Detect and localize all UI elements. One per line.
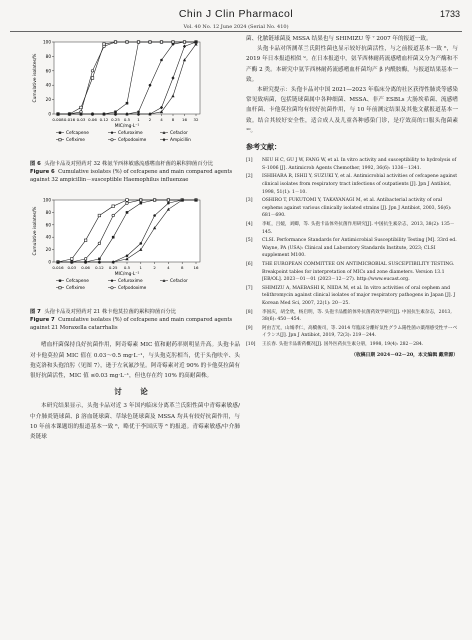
x-tick-label: 0.25 [111,117,120,122]
journal-title: Chin J Clin Pharmacol [178,8,294,20]
point-marker [111,139,113,141]
x-tick-label: 0.06 [88,117,97,122]
point-marker [137,41,140,44]
x-tick-label: 1 [139,265,143,271]
point-marker [140,202,143,205]
legend-label: Cefpodoxime [118,138,147,143]
figure-6 [30,34,240,160]
reference-number: [6] [246,261,253,267]
figure-7-caption-en [30,316,240,332]
point-marker [140,199,143,202]
x-tick-label: 1 [137,117,140,122]
point-marker [126,202,129,205]
y-tick-label: 40 [45,82,51,88]
reference-number: [1] [246,158,253,164]
y-axis-label: Cumulative isolates/% [33,53,38,103]
reference-text: OSHIRO T, FUKUTOMI Y, TAKAYANAGI M, et al. Antibacterial activity of oral cephems against various clinically isolated strains [J]. Jpn J Antibiot, 2003, 56(6): 681－690. [262,198,452,219]
figure-7-label-cn: 图 7 [30,309,41,316]
x-axis-label: MIC/mg·L⁻¹ [114,272,140,278]
reference-number: [3] [246,198,253,204]
header-divider [10,31,462,32]
point-marker [98,214,101,217]
figure-7 [30,192,240,308]
figure-6-text-en: Cumulative isolates (%) of cefcapene and main compared agents against 32 ampicillin－susceptible Haemophilus influenzae [30,169,233,184]
reference-text: 王长春. 头孢卡品新药概况[J]. 国外医药抗生素分册，1998, 19(4): 282－284. [262,341,424,347]
point-marker [111,287,113,289]
issue-line: Vol. 40 No. 12 June 2024 (Serial No. 410) [183,24,289,30]
figure-7-text-cn: 头孢卡品及对照药对 21 株卡他莫拉菌的累积抑菌百分比 [44,309,177,316]
x-tick-label: 0.016 [52,265,64,271]
point-marker [112,236,115,239]
figure-7-label-en: Figure 7 [30,317,55,324]
legend-label: Cefcapene [66,279,89,285]
x-tick-label: 4 [160,117,163,122]
reference-item [246,261,458,284]
y-tick-label: 100 [43,197,51,203]
point-marker [59,139,61,141]
point-marker [160,59,163,62]
reference-text: NEU H C, GU J W, FANG W, et al. In vitro activity and susceptibility to hydrolysis of S-1006 [J]. Antimicrob Agents Chemother, 1992, 36(6): 1336－1341. [262,158,457,171]
references-heading: 参考文献： [246,143,281,152]
point-marker [126,199,129,202]
point-marker [126,211,129,214]
legend-label: Cefixime [66,286,85,292]
x-tick-label: 16 [182,117,187,122]
page-number: 1733 [439,9,460,19]
right-column [246,34,458,361]
reference-item [246,325,458,340]
point-marker [163,138,166,141]
y-tick-label: 60 [45,68,51,74]
point-marker [183,41,186,44]
reference-item [246,197,458,220]
point-marker [98,242,101,245]
x-tick-label: 2 [153,265,156,271]
y-axis-label: Cumulative isolates/% [33,206,38,256]
point-marker [153,214,156,217]
point-marker [84,258,87,261]
x-axis-label: MIC/mg·L⁻¹ [114,124,140,129]
point-marker [126,102,129,105]
reference-number: [10] [246,341,256,347]
reference-text: CLSI. Performance Standards for Antimicrobial Susceptibility Testing [M]. 33rd ed. Wayne, PA (USA): Clinical and Laboratory Standards Institute, 2023; CLSI supplement M100. [262,238,457,259]
reference-item [246,237,458,260]
point-marker [59,132,61,134]
left-column [30,34,240,442]
figure-6-caption-en [30,168,240,184]
received-note: （收稿日期 2024－02－20，本文编辑 戴荣源） [351,352,458,359]
reference-number: [5] [246,238,253,244]
figure-7-caption-cn [30,308,240,316]
x-tick-label: 32 [193,117,199,122]
x-tick-label: 0.03 [67,265,77,271]
point-marker [111,280,113,282]
reference-text: ISHIHARA R, ISHII Y, SUZUKI Y, et al. Antimicrobial activities of cefcapene against clinical isolates from respiratory tract infections of outpatients [J]. Jpn J Antibiot, 1998, 51(1): 1－10. [262,174,458,195]
legend-label: Ampicillin [170,138,191,143]
point-marker [153,199,156,202]
figure-6-label-cn: 图 6 [30,161,41,168]
left-paragraph-1: 嗜血杆菌保持良好抗菌作用，阿奇霉素 MIC 值和耐药率则明显升高。头孢卡品对卡他莫拉菌 MIC 值在 0.03～0.5 mg·L⁻¹，与头孢克肟相当，优于头孢呋辛、头孢克洛和头孢泊肟（见图 7），逊于左氧氟沙星。阿奇霉素对近 90% 的卡他莫拉菌有很好抗菌活性，MIC 值 ≤0.03 mg·L⁻¹，但也存在约 10% 的高耐菌株。 [30,342,240,380]
point-marker [91,70,94,73]
point-marker [167,199,170,202]
figure-6-label-en: Figure 6 [30,169,55,176]
point-marker [126,41,129,44]
figure-6-chart [30,34,240,156]
y-tick-label: 60 [45,222,51,228]
point-marker [98,258,101,261]
x-tick-label: 0.12 [99,117,109,122]
legend-label: Cefuroxime [118,131,143,136]
point-marker [111,132,113,134]
x-tick-label: 4 [167,265,170,271]
y-tick-label: 0 [48,259,51,265]
x-tick-label: 0.008 [52,117,64,122]
point-marker [59,287,61,289]
point-marker [126,255,129,258]
point-marker [160,41,163,44]
y-tick-label: 40 [45,234,51,240]
x-tick-label: 8 [171,117,175,122]
point-marker [112,205,115,208]
point-marker [91,77,94,80]
y-tick-label: 20 [45,97,51,103]
reference-number: [7] [246,285,253,291]
x-tick-label: 0.016 [63,117,76,122]
reference-text: THE EUROPEAN COMMITTEE ON ANTIMICROBIAL SUSCEPTIBILITY TESTING. Breakpoint tables for interpretation of MICs and zone diameters. Version 13.1 [EB/OL]. 2023－01－01 (2023－12－27). http://www.eucast.org. [262,261,455,283]
y-tick-label: 0 [48,111,51,117]
figure-6-text-cn: 头孢卡品及对照药对 32 株氨苄西林敏感流感嗜血杆菌的累积抑菌百分比 [44,161,214,168]
reference-text: 李国庆，胡全欣，杨启明，等. 头孢卡品酯的体外抗菌药效学研究[J]. 中国抗生素杂志，2013, 38(6): 450－454. [262,309,452,323]
x-tick-label: 0.12 [95,265,104,271]
y-tick-label: 80 [45,210,51,216]
legend-label: Cefaclor [170,279,188,285]
point-marker [149,84,152,87]
figure-6-caption-cn [30,160,240,168]
legend-label: Cefaclor [170,131,188,136]
y-tick-label: 20 [45,247,51,253]
x-tick-label: 0.5 [123,117,131,122]
x-tick-label: 8 [180,265,184,271]
point-marker [71,258,74,261]
reference-item [246,173,458,196]
right-paragraph-1: 菌、化脓链球菌及 MSSA 结果也与 SHIMIZU 等 ⁷ 2007 年的报道一致。 [246,36,432,42]
point-marker [103,45,106,48]
point-marker [114,41,117,44]
reference-text: 李虹，吕媛，刘卿，等. 头孢卡品体外抗菌作用研究[J]. 中国抗生素杂志，2013, 38(2): 135－145. [262,221,455,235]
legend-label: Cefixime [66,138,85,143]
y-tick-label: 100 [43,39,51,45]
x-tick-label: 16 [193,265,199,271]
reference-list [246,157,458,348]
legend-label: Cefuroxime [118,279,143,285]
reference-number: [8] [246,309,253,315]
point-marker [149,41,152,44]
point-marker [84,239,87,242]
reference-text: SHIMIZU A, MAEBASHI K, NIIDA M, et al. In vitro activities of oral cephem and telithromycin against clinical isolates of major respiratory pathogens in Japan [J]. J Korean Med Sci, 2007, 22(1): 20－25. [262,285,456,306]
y-tick-label: 80 [45,53,51,59]
reference-item [246,157,458,172]
figure-7-chart [30,192,240,304]
reference-item [246,341,458,349]
reference-number: [9] [246,325,253,331]
legend-label: Cefcapene [66,131,89,136]
right-paragraph-2: 头孢卡品对所测革兰氏阴性菌也显示较好抗菌活性，与之前报道基本一致 ⁶，与 2019 年日本报道相似 ⁹。在日本报道中，氨苄西林耐药流感嗜血杆菌又分为产酶和不产酶 2 类。本研究中氨苄西林耐药流感嗜血杆菌均产 β 内酰胺酶，与报道结果基本一致。 [246,46,458,83]
reference-item [246,221,458,236]
x-tick-label: 2 [148,117,152,122]
x-tick-label: 0.06 [81,265,90,271]
reference-number: [2] [246,174,253,180]
legend-label: Cefpodoxime [118,286,147,292]
left-paragraph-2: 本研究结果显示，头孢卡品对近 3 年国内临床分离革兰氏阳性菌中青霉素敏感/中介肺炎链球菌、β 溶血链球菌、草绿色链球菌及 MSSA 均具有较好抗菌作用，与 10 年前本课题组的报道基本一致 ⁶，略优于李国庆等 ⁸ 的报道。青霉素敏感/中介肺炎链球 [30,403,240,441]
point-marker [59,280,61,282]
x-tick-label: 0.25 [108,265,118,271]
reference-text: 阿由吉光，山城孝仁，高橋俊司，等. 2014 年臨床分離好気性グラム陽性菌の薬剤感受性サーベイランス[J]. Jpn J Antibiot, 2019, 72(3): 219－244. [262,325,458,339]
plot-area [54,200,200,262]
reference-item [246,309,458,324]
reference-number: [4] [246,221,253,227]
reference-item [246,285,458,308]
figure-7-text-en: Cumulative isolates (%) of cefcapene and main compared agents against 21 Moraxella catarrhalis [30,317,233,332]
point-marker [140,242,143,245]
right-paragraph-3: 本研究提示：头孢卡品对中国 2021—2023 年临床分离的社区获得性肺炎等感染常见致病菌，包括链球菌属中各种细菌、MSSA、非产 ESBLs 大肠埃希菌、流感嗜血杆菌、卡他莫拉菌均有较好抗菌作用，与 10 年前测定结果及其他文献报道基本一致。结合其较好安全性，适合成人及儿童各种感染门诊，是疗效高的口服头孢菌素 ¹⁰。 [246,87,458,134]
point-marker [112,214,115,217]
x-tick-label: 0.5 [123,265,131,271]
point-marker [167,202,170,205]
x-tick-label: 0.03 [76,117,86,122]
point-marker [172,41,175,44]
discussion-heading: 讨 论 [114,387,156,397]
